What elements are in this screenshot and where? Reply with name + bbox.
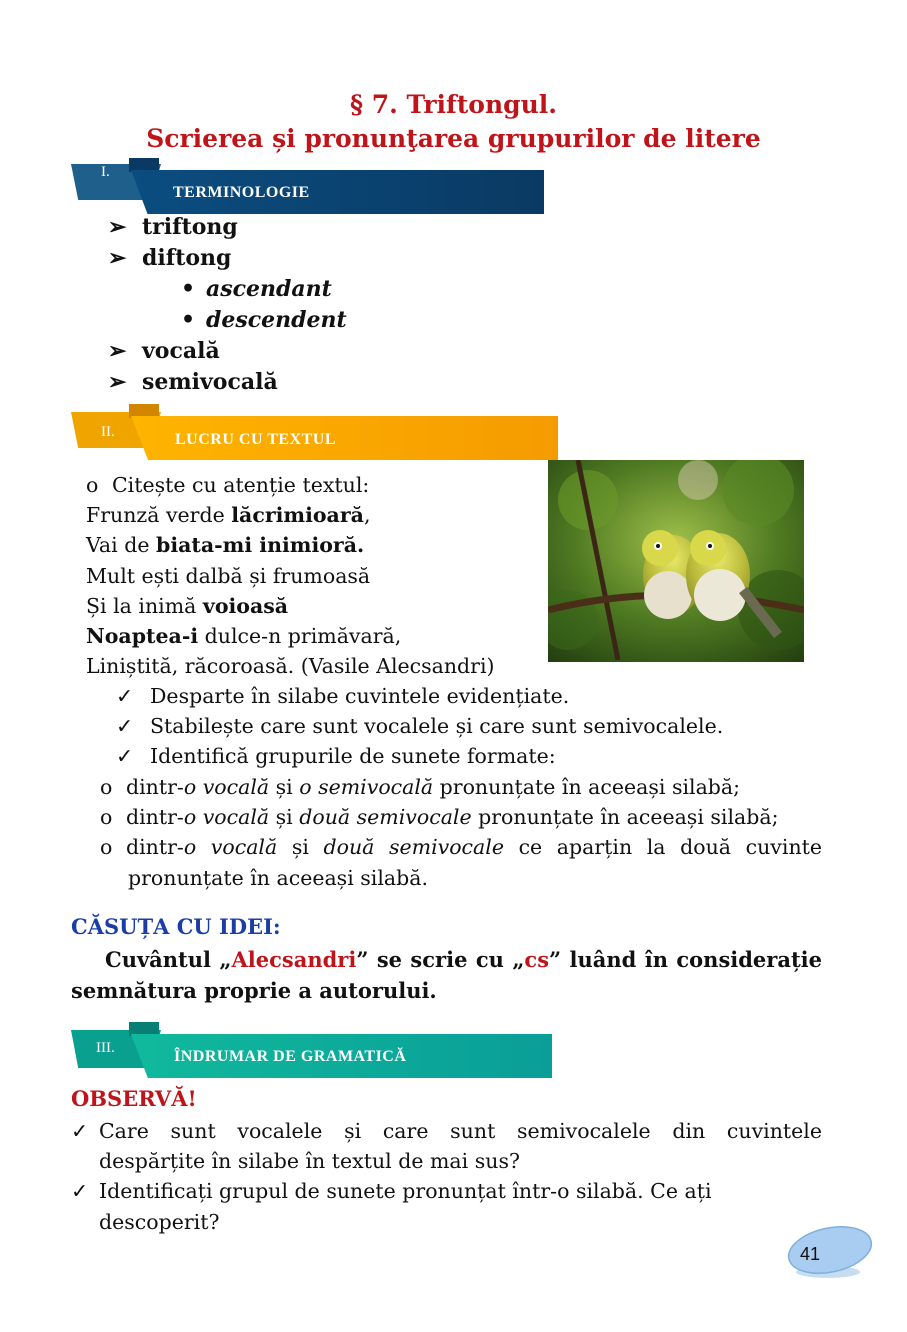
list-item: ➢ diftong [108,243,347,274]
checkmark-icon: ✓ [116,714,134,739]
observe-heading: OBSERVĂ! [71,1086,197,1111]
list-item: ✓ Stabilește care sunt vocalele și care sunt semivocalele. [116,711,836,741]
checkmark-icon: ✓ [71,1179,89,1204]
term-list [108,212,347,398]
poem-line: Frunză verde lăcrimioară, [86,503,371,528]
dot-bullet-icon: • [180,276,196,302]
idea-line: semnătura proprie a autorului. [71,978,437,1003]
idea-box-text [71,944,822,1006]
section-label: LUCRU CU TEXTUL [175,431,337,448]
section-banner-lucru-cu-textul [71,404,491,450]
checkmark-icon: ✓ [116,684,134,708]
dot-bullet-icon: • [180,307,196,333]
page-number-badge [782,1222,874,1282]
section-number: II. [101,424,115,440]
circle-bullet-icon: o [100,775,113,799]
list-item-continuation: descoperit? [99,1209,220,1234]
option-list [100,772,822,893]
list-item: ➢ semivocală [108,367,347,398]
idea-line: Cuvântul „Alecsandri” se scrie cu „cs” luând în considerație [105,947,822,972]
list-item: ➢ vocală [108,336,347,367]
checkmark-icon: ✓ [71,1119,89,1143]
list-item: o dintr-o vocală și două semivocale ce aparțin la două cuvinte [100,832,822,862]
list-item: ✓ Identifică grupurile de sunete formate: [116,741,836,771]
section-number: III. [96,1040,115,1056]
list-item: ➢ triftong [108,212,347,243]
arrow-bullet-icon: ➢ [108,369,127,395]
idea-box-title: CĂSUȚA CU IDEI: [71,914,281,939]
section-number: I. [101,164,110,180]
list-item: o dintr-o vocală și două semivocale pronunțate în aceeași silabă; [100,802,822,832]
list-item: • descendent [108,305,347,336]
poem-line: Noaptea-i dulce-n primăvară, [86,624,402,649]
list-item-continuation: despărțite în silabe în textul de mai sus? [99,1149,520,1174]
section-label: ÎNDRUMAR DE GRAMATICĂ [174,1048,407,1065]
list-item: ✓ Desparte în silabe cuvintele evidențiate. [116,681,836,711]
arrow-bullet-icon: ➢ [108,214,127,240]
arrow-bullet-icon: ➢ [108,245,127,271]
arrow-bullet-icon: ➢ [108,338,127,364]
circle-bullet-icon: o [100,805,113,830]
reading-text [86,470,846,681]
circle-bullet-icon: o [86,473,99,497]
checkmark-icon: ✓ [116,744,134,769]
page-subtitle: Scrierea și pronunţarea grupurilor de litere [146,124,761,153]
list-item: ✓ Identificați grupul de sunete pronunțat într-o silabă. Ce ați [71,1176,822,1206]
intro-line: o Citește cu atenție textul: [86,470,846,500]
question-list [71,1116,822,1237]
section-banner-indrumar [71,1022,486,1068]
list-item: • ascendant [108,274,347,305]
poem-line: Mult ești dalbă și frumoasă [86,563,371,588]
page-title: § 7. Triftongul. [349,90,558,119]
poem-line: Liniștită, răcoroasă. (Vasile Alecsandri) [86,654,495,679]
section-label: TERMINOLOGIE [173,184,310,201]
poem-line: Vai de biata-mi inimioră. [86,533,365,558]
list-item: o dintr-o vocală și o semivocală pronunțate în aceeași silabă; [100,772,822,802]
poem-line: Și la inimă voioasă [86,593,289,618]
list-item: ✓ Care sunt vocalele și care sunt semivocalele din cuvintele [71,1116,822,1146]
page-number: 41 [800,1244,821,1264]
task-list [116,681,836,772]
section-banner-terminologie [71,158,481,204]
list-item-continuation: pronunțate în aceeași silabă. [128,865,428,890]
circle-bullet-icon: o [100,835,113,860]
